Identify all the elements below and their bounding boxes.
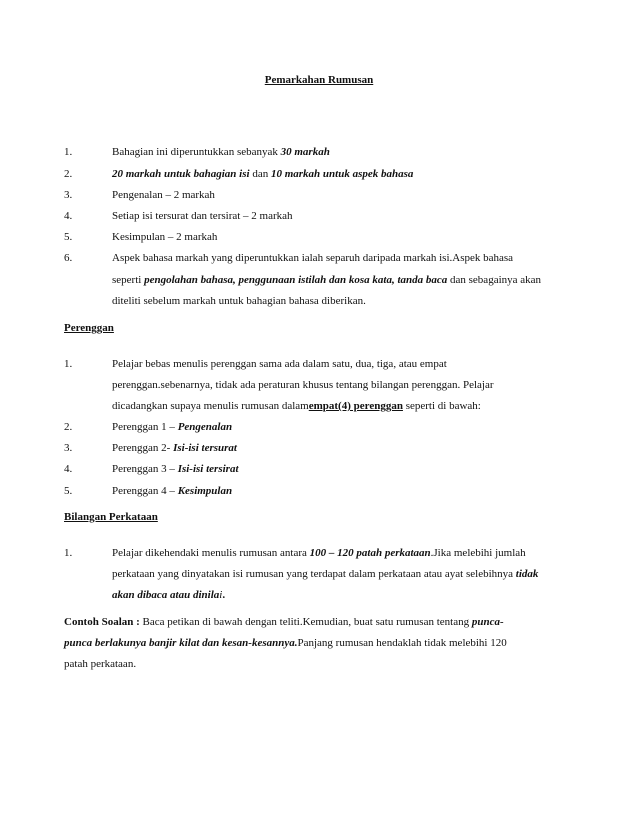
- list-item-continuation: [112, 567, 538, 581]
- list-item-text: perkataan yang dinyatakan isi rumusan yang terdapat dalam perkataan atau ayat selebihnya: [112, 568, 516, 580]
- list-item-text: Pengenalan – 2 markah: [112, 189, 215, 201]
- section-heading-perenggan: Perenggan: [64, 322, 114, 334]
- contoh-soalan-line-1: [64, 615, 504, 629]
- list-item-text: Perenggan 1 –: [112, 421, 178, 433]
- list-item-number: 2.: [64, 421, 73, 433]
- list-item-text: seperti: [112, 274, 145, 286]
- contoh-soalan-line-3: patah perkataan.: [64, 658, 137, 670]
- list-item: [112, 167, 413, 181]
- list-item-text: i: [219, 589, 223, 601]
- list-item-text: Perenggan 3 –: [112, 463, 178, 475]
- list-item-continuation: perenggan.sebenarnya, tidak ada peraturan khusus tentang bilangan perenggan. Pelajar: [112, 379, 494, 391]
- list-item-number: 1.: [64, 547, 73, 559]
- list-item-number: 5.: [64, 485, 73, 497]
- list-item: [112, 462, 239, 476]
- contoh-soalan-text: Panjang rumusan hendaklah tidak melebihi 120: [297, 637, 507, 649]
- contoh-soalan-text: Baca petikan di bawah dengan teliti.Kemudian, buat satu rumusan tentang: [139, 616, 472, 628]
- list-item-text: Pelajar bebas menulis perenggan sama ada dalam satu, dua, tiga, atau empat: [112, 358, 447, 370]
- contoh-soalan-emphasis: punca berlakunya banjir kilat dan kesan-kesannya.: [64, 637, 298, 649]
- list-item-number: 1.: [64, 358, 73, 370]
- list-item-emphasis: 100 – 120 patah perkataan: [309, 547, 431, 559]
- list-item-emphasis: Isi-isi tersurat: [173, 442, 237, 454]
- list-item: [112, 145, 330, 159]
- list-item-continuation: diteliti sebelum markah untuk bahagian bahasa diberikan.: [112, 295, 366, 307]
- list-item-text: Aspek bahasa markah yang diperuntukkan ialah separuh daripada markah isi.Aspek bahasa: [112, 252, 514, 264]
- list-item-text: Perenggan 2-: [112, 442, 174, 454]
- list-item-emphasis: tidak: [515, 568, 539, 580]
- list-item-emphasis: 30 markah: [280, 146, 330, 158]
- list-item-continuation: [112, 588, 225, 602]
- page-title: Pemarkahan Rumusan: [264, 74, 374, 86]
- list-item: [112, 420, 232, 434]
- list-item-emphasis: Pengenalan: [177, 421, 233, 433]
- list-item-text: seperti di bawah:: [402, 400, 481, 412]
- list-item-text: dan sebagainya akan: [447, 274, 542, 286]
- list-item-continuation: [112, 399, 481, 413]
- list-item-emphasis: akan dibaca atau dinila: [112, 589, 220, 601]
- list-item-number: 5.: [64, 231, 73, 243]
- list-item-text: Perenggan 4 –: [112, 485, 178, 497]
- list-item-emphasis: 20 markah untuk bahagian isi: [112, 168, 250, 180]
- list-item-number: 6.: [64, 252, 73, 264]
- list-item: [112, 484, 232, 498]
- contoh-soalan-line-2: [64, 636, 507, 650]
- list-item-text: Setiap isi tersurat dan tersirat – 2 markah: [112, 210, 293, 222]
- contoh-soalan-emphasis: punca-: [471, 616, 504, 628]
- list-item-emphasis: Isi-isi tersirat: [177, 463, 239, 475]
- list-item-text: Pelajar dikehendaki menulis rumusan antara: [112, 547, 310, 559]
- list-item-emphasis: Kesimpulan: [177, 485, 233, 497]
- list-item-text: dicadangkan supaya menulis rumusan dalam: [112, 400, 309, 412]
- list-item: [112, 441, 237, 455]
- list-item-number: 2.: [64, 168, 73, 180]
- section-heading-bilangan: Bilangan Perkataan: [64, 511, 158, 523]
- list-item-number: 4.: [64, 210, 73, 222]
- list-item-emphasis: empat(4) perenggan: [308, 400, 403, 412]
- contoh-soalan-label: Contoh Soalan :: [64, 616, 140, 628]
- list-item-text: .: [222, 589, 226, 601]
- list-item-number: 3.: [64, 442, 73, 454]
- list-item-number: 1.: [64, 146, 73, 158]
- list-item-emphasis: pengolahan bahasa, penggunaan istilah dan kosa kata, tanda baca: [144, 274, 448, 286]
- list-item-text: Kesimpulan – 2 markah: [112, 231, 218, 243]
- list-item-text: .Jika melebihi jumlah: [430, 547, 526, 559]
- list-item-number: 3.: [64, 189, 73, 201]
- list-item-continuation: [112, 273, 541, 287]
- list-item-text: Bahagian ini diperuntukkan sebanyak: [112, 146, 281, 158]
- list-item-text: dan: [249, 168, 271, 180]
- list-item: [112, 546, 526, 560]
- list-item-emphasis: 10 markah untuk aspek bahasa: [270, 168, 414, 180]
- list-item-number: 4.: [64, 463, 73, 475]
